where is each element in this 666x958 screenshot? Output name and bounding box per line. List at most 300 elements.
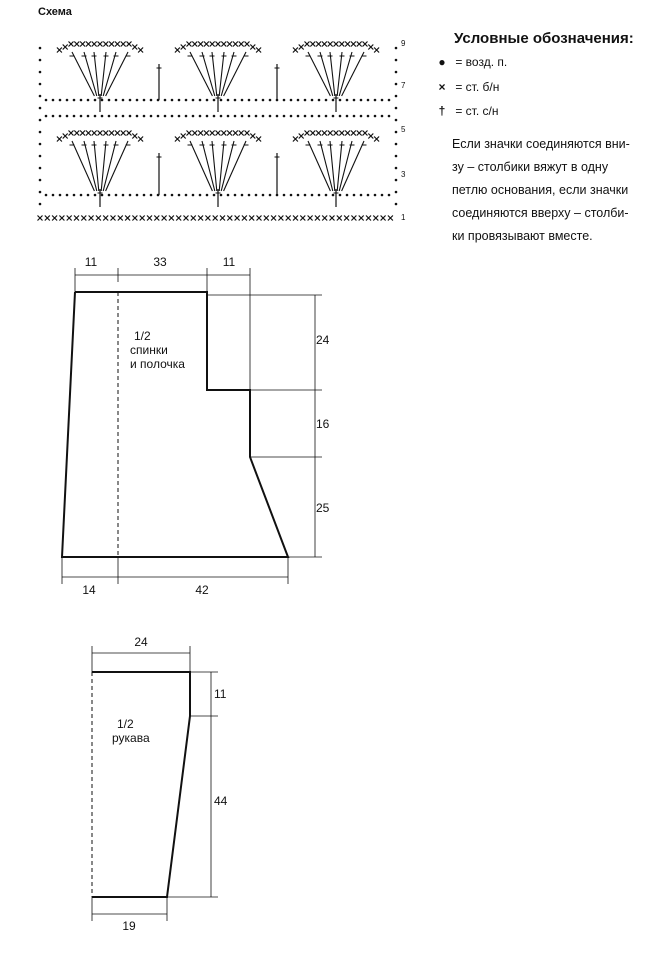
dot-mark [94,194,97,197]
cross-mark [103,131,108,136]
dot-mark [52,194,55,197]
dot-mark [241,99,244,102]
dot-mark [381,115,384,118]
cross-mark [103,216,108,221]
cross-mark [363,131,368,136]
dot-mark [199,99,202,102]
cross-mark [363,42,368,47]
dot-mark [150,115,153,118]
dot-mark [339,115,342,118]
dot-mark [59,194,62,197]
legend-label: = ст. б/н [455,80,500,94]
cross-mark [63,45,68,50]
cross-mark [351,42,356,47]
dim-body-right-1: 24 [316,333,330,347]
dot-mark [395,167,398,170]
legend-item-single-crochet [432,80,499,94]
cross-mark [57,137,62,142]
dot-mark [171,99,174,102]
dot-mark [178,194,181,197]
cross-mark [127,131,132,136]
dot-mark [339,194,342,197]
dot-mark [122,99,125,102]
dot-mark [199,115,202,118]
dim-body-top-left: 11 [84,255,98,269]
dot-mark [255,99,258,102]
cross-mark [69,42,74,47]
cross-mark [299,45,304,50]
cross-mark [184,216,189,221]
cross-mark [310,131,315,136]
dot-mark [269,99,272,102]
dot-mark [94,99,97,102]
cross-mark [368,45,373,50]
dot-mark [227,115,230,118]
cross-mark [328,131,333,136]
cross-mark [80,131,85,136]
cross-mark [98,42,103,47]
cross-mark [169,216,174,221]
dot-mark [304,99,307,102]
dot-mark [94,115,97,118]
note-line: ки провязывают вместе. [452,229,593,243]
cross-mark [221,42,226,47]
dot-mark [241,194,244,197]
cross-mark [205,216,210,221]
cross-mark [98,131,103,136]
dot-mark [318,194,321,197]
crochet-chart-title: Схема [38,6,72,18]
cross-mark [235,216,240,221]
cross-mark [121,131,126,136]
legend-label: = ст. с/н [455,104,499,118]
dot-mark [73,194,76,197]
cross-mark [115,42,120,47]
stitch-line [72,141,94,191]
note-line: соединяются вверху – столби- [452,206,629,220]
cross-mark [121,42,126,47]
cross-mark [220,216,225,221]
stitch-line [308,141,330,191]
dot-mark [115,99,118,102]
cross-mark [181,45,186,50]
cross-mark [175,137,180,142]
dot-mark [80,115,83,118]
dim-sleeve-bottom: 19 [122,919,136,933]
dot-mark [381,194,384,197]
cross-mark [366,216,371,221]
cross-mark [374,137,379,142]
body-outline [62,292,288,557]
dot-mark [360,99,363,102]
dot-mark [339,99,342,102]
dot-mark [248,194,251,197]
dot-mark [332,115,335,118]
dot-mark [346,115,349,118]
cross-mark [162,216,167,221]
dim-body-right-2: 16 [316,417,330,431]
dot-mark [39,119,42,122]
dot-mark [290,99,293,102]
cross-mark [103,42,108,47]
cross-mark [147,216,152,221]
dot-mark [395,119,398,122]
cross-mark [45,216,50,221]
sleeve-label-line-1: 1/2 [117,717,134,731]
dot-mark [39,71,42,74]
dot-mark [353,194,356,197]
body-label-line-1: 1/2 [134,329,151,343]
row-number: 3 [401,170,406,179]
cross-mark [210,131,215,136]
dot-mark [192,99,195,102]
dot-mark [73,99,76,102]
dot-mark [143,115,146,118]
dot-mark [157,115,160,118]
cross-mark [250,134,255,139]
dot-mark [66,194,69,197]
stitch-line [72,52,94,96]
legend-item-chain [432,55,507,69]
body-label-line-3: и полочка [130,357,185,371]
dot-mark [213,194,216,197]
cross-mark [96,216,101,221]
dot-mark [395,143,398,146]
stitch-line [342,141,364,191]
dot-mark [332,99,335,102]
dot-mark [164,115,167,118]
cross-mark [271,216,276,221]
sleeve-label-line-2: рукава [112,731,150,745]
stitch-line [106,52,128,96]
cross-mark [59,216,64,221]
cross-mark [345,131,350,136]
cross-mark [322,131,327,136]
dot-mark [395,179,398,182]
cross-mark [132,45,137,50]
dot-mark [115,194,118,197]
dot-mark [39,95,42,98]
cross-mark [345,42,350,47]
cross-mark [63,134,68,139]
note-line: Если значки соединяются вни- [452,137,630,151]
cross-mark [74,131,79,136]
dot-mark [353,99,356,102]
cross-mark [233,131,238,136]
dot-mark [150,194,153,197]
dot-mark [115,115,118,118]
cross-mark [245,131,250,136]
cross-mark [278,216,283,221]
note-line: зу – столбики вяжут в одну [452,160,609,174]
dot-mark [66,99,69,102]
dot-mark [178,115,181,118]
dot-mark [395,191,398,194]
dot-mark [108,99,111,102]
dot-mark [395,83,398,86]
dot-mark [283,115,286,118]
dot-mark [73,115,76,118]
dot-mark [395,71,398,74]
cross-mark [373,216,378,221]
dim-body-top-right: 11 [222,255,236,269]
cross-mark [109,131,114,136]
cross-mark [198,42,203,47]
cross-mark [308,216,313,221]
dot-mark [206,194,209,197]
cross-mark [109,42,114,47]
cross-mark [204,42,209,47]
dot-mark [39,47,42,50]
dot-mark [52,115,55,118]
dot-mark [395,59,398,62]
dot-mark [304,194,307,197]
dot-mark [360,194,363,197]
dot-mark [262,194,265,197]
dot-mark [227,194,230,197]
dot-mark [122,115,125,118]
cross-mark [176,216,181,221]
cross-mark [192,131,197,136]
dot-mark [290,115,293,118]
dot-mark [164,194,167,197]
cross-mark [322,42,327,47]
dot-mark [395,131,398,134]
cross-mark [52,216,57,221]
dot-mark [59,99,62,102]
stitch-line [308,52,330,96]
dot-mark [269,115,272,118]
cross-mark [334,131,339,136]
dot-mark [255,194,258,197]
cross-mark [286,216,291,221]
dot-mark [374,99,377,102]
cross-mark [293,48,298,53]
cross-mark [191,216,196,221]
cross-mark [374,48,379,53]
dot-mark [325,99,328,102]
cross-mark [175,48,180,53]
dot-mark [276,115,279,118]
dot-mark [136,99,139,102]
dot-mark [101,115,104,118]
cross-mark [92,42,97,47]
dim-sleeve-right-2: 44 [214,794,228,808]
body-pattern [62,268,322,584]
cross-mark [38,216,43,221]
dot-mark [39,191,42,194]
dot-mark [325,115,328,118]
legend-title: Условные обозначения: [454,30,634,47]
dot-mark [45,115,48,118]
cross-mark [138,137,143,142]
dot-mark [136,194,139,197]
dot-mark [206,99,209,102]
cross-mark [339,42,344,47]
cross-mark [315,216,320,221]
dim-body-bottom-right: 42 [195,583,209,597]
dot-mark [66,115,69,118]
cross-mark [239,42,244,47]
dot-mark [346,194,349,197]
dot-mark [332,194,335,197]
dot-mark [213,99,216,102]
cross-mark [227,131,232,136]
stitch-line [190,52,212,96]
cross-mark [293,216,298,221]
cross-mark [69,131,74,136]
cross-mark [138,48,143,53]
legend-label: = возд. п. [455,55,508,69]
cross-mark [213,216,218,221]
cross-mark [322,216,327,221]
sleeve-pattern [92,646,218,921]
dot-mark [171,194,174,197]
dim-sleeve-top: 24 [134,635,148,649]
cross-mark [316,42,321,47]
stitch-line [342,52,364,96]
dot-mark [129,115,132,118]
dot-mark [129,194,132,197]
dot-mark [311,99,314,102]
cross-mark [210,42,215,47]
dot-mark [39,179,42,182]
dot-mark [395,107,398,110]
dot-mark [297,99,300,102]
dot-mark [262,99,265,102]
dot-mark [283,194,286,197]
dot-mark [227,99,230,102]
cross-mark [300,216,305,221]
cross-mark [81,216,86,221]
dot-mark [129,99,132,102]
cross-mark [316,131,321,136]
cross-mark [250,45,255,50]
dot-mark [304,115,307,118]
dot-mark [87,194,90,197]
cross-mark [328,42,333,47]
row-number: 7 [401,81,406,90]
dim-body-right-3: 25 [316,501,330,515]
dot-mark [255,115,258,118]
cross-mark [330,216,335,221]
dot-mark [234,194,237,197]
cross-mark [118,216,123,221]
cross-mark [381,216,386,221]
cross-mark [299,134,304,139]
dot-mark [80,99,83,102]
cross-mark [310,42,315,47]
cross-mark [256,48,261,53]
dot-mark [39,131,42,134]
dot-mark [311,194,314,197]
cross-mark [337,216,342,221]
dot-mark [262,115,265,118]
dim-sleeve-right-1: 11 [214,687,227,701]
cross-mark [125,216,130,221]
cross-mark [388,216,393,221]
cross-mark [154,216,159,221]
cross-mark [357,131,362,136]
dot-mark [171,115,174,118]
legend-item-double-crochet [432,104,498,118]
dot-mark [269,194,272,197]
cross-mark [216,131,221,136]
cross-mark [92,131,97,136]
dim-body-top-mid: 33 [153,255,167,269]
cross-mark [111,216,116,221]
cross-mark [86,42,91,47]
cross-mark [357,42,362,47]
cross-mark [227,42,232,47]
cross-mark [57,48,62,53]
cross-mark [204,131,209,136]
dot-mark [39,167,42,170]
cross-mark [74,42,79,47]
cross-mark [67,216,72,221]
dot-mark [290,194,293,197]
cross-mark [181,134,186,139]
dot-mark [108,194,111,197]
cross-mark [198,216,203,221]
dot-mark [45,194,48,197]
dot-mark [367,194,370,197]
dot-mark [220,99,223,102]
dot-mark [164,99,167,102]
dot-mark [353,115,356,118]
cross-mark [192,42,197,47]
dot-mark [388,194,391,197]
dot-mark [234,115,237,118]
dot-mark [87,115,90,118]
cross-mark [351,131,356,136]
dot-mark [150,99,153,102]
cross-mark [132,134,137,139]
dot-mark [374,194,377,197]
cross-mark [256,137,261,142]
cross-mark [305,42,310,47]
stitch-line [190,141,212,191]
dot-mark [395,155,398,158]
dot-mark [39,59,42,62]
dot-mark [395,47,398,50]
dot-mark [136,115,139,118]
cross-mark [344,216,349,221]
dot-mark [52,99,55,102]
cross-mark [132,216,137,221]
note-line: петлю основания, если значки [452,183,629,197]
dot-mark [45,99,48,102]
dot-mark [220,194,223,197]
dot-mark [346,99,349,102]
cross-mark [249,216,254,221]
cross-mark [239,131,244,136]
dot-mark [297,115,300,118]
dot-mark [234,99,237,102]
cross-mark [187,42,192,47]
cross-mark [127,42,132,47]
dot-mark [39,143,42,146]
dot-mark [206,115,209,118]
cross-mark [198,131,203,136]
crochet-chart [38,39,407,222]
stitch-line [224,141,246,191]
cross-mark [227,216,232,221]
cross-icon: × [438,80,446,94]
cross-mark [368,134,373,139]
cross-mark [187,131,192,136]
cross-mark [233,42,238,47]
